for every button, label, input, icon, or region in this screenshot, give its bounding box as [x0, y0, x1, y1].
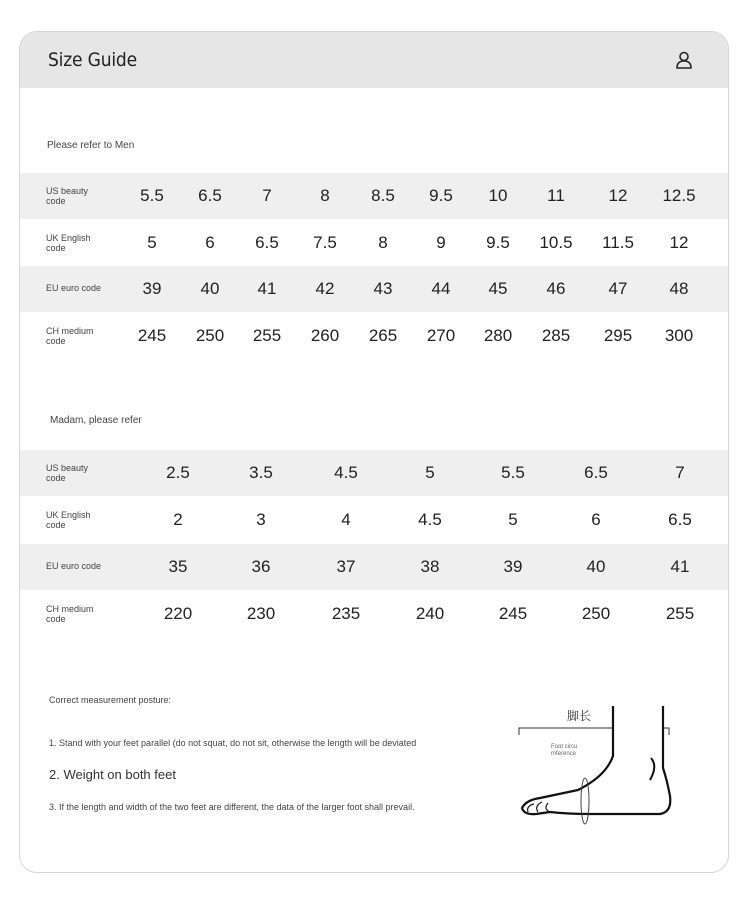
size-row — [20, 497, 728, 543]
size-row-label: EU euro code — [46, 561, 102, 571]
size-cell: 9.5 — [429, 186, 453, 205]
size-row — [20, 220, 728, 266]
size-cell: 250 — [195, 326, 225, 345]
measurement-step-1: 1. Stand with your feet parallel (do not squat, do not sit, otherwise the length will be deviated — [49, 738, 417, 748]
size-cell: 37 — [336, 557, 356, 576]
size-row — [20, 313, 728, 359]
size-cell: 4 — [341, 510, 351, 529]
size-row — [20, 450, 728, 496]
size-cell: 6.5 — [255, 233, 279, 252]
size-cell: 245 — [498, 604, 528, 623]
men-section-label: Please refer to Men — [47, 140, 135, 151]
size-cell: 42 — [315, 279, 335, 298]
size-cell: 9 — [436, 233, 446, 252]
size-cell: 47 — [608, 279, 628, 298]
size-cell: 40 — [586, 557, 606, 576]
size-cell: 6.5 — [198, 186, 222, 205]
size-cell: 35 — [168, 557, 188, 576]
size-row-label: UK English code — [46, 510, 91, 530]
size-cell: 38 — [420, 557, 440, 576]
size-cell: 12 — [669, 233, 689, 252]
foot-measurement-illustration — [510, 700, 685, 825]
size-cell: 9.5 — [486, 233, 510, 252]
foot-circumference-label-line2: mference — [551, 751, 577, 757]
size-cell: 255 — [665, 604, 695, 623]
size-cell: 10.5 — [539, 233, 573, 252]
size-cell: 8 — [320, 186, 330, 205]
measurement-step-3: 3. If the length and width of the two feet are different, the data of the larger foot shall prevail. — [49, 802, 415, 812]
size-cell: 4.5 — [334, 463, 358, 482]
foot-circumference-label-line1: Foot circu — [551, 744, 578, 750]
page-title: Size Guide — [48, 49, 137, 71]
women-section-label: Madam, please refer — [50, 415, 142, 426]
size-cell: 250 — [581, 604, 611, 623]
size-cell: 12 — [608, 186, 628, 205]
size-cell: 2.5 — [166, 463, 190, 482]
size-cell: 6 — [205, 233, 215, 252]
user-icon[interactable] — [674, 50, 694, 70]
size-cell: 230 — [246, 604, 276, 623]
size-row-label: UK English code — [46, 233, 91, 253]
size-cell: 245 — [137, 326, 167, 345]
measurement-step-2: 2. Weight on both feet — [49, 767, 176, 782]
size-cell: 5.5 — [140, 186, 164, 205]
size-row-label: EU euro code — [46, 283, 102, 293]
size-cell: 4.5 — [418, 510, 442, 529]
size-cell: 300 — [664, 326, 694, 345]
size-cell: 3 — [256, 510, 266, 529]
size-cell: 8 — [378, 233, 388, 252]
size-cell: 45 — [488, 279, 508, 298]
size-cell: 5 — [508, 510, 518, 529]
size-cell: 6.5 — [584, 463, 608, 482]
size-cell: 41 — [670, 557, 690, 576]
size-cell: 280 — [483, 326, 513, 345]
measurement-heading: Correct measurement posture: — [49, 695, 172, 705]
size-row — [20, 591, 728, 637]
size-guide-card — [19, 31, 729, 873]
size-cell: 39 — [503, 557, 523, 576]
size-cell: 40 — [200, 279, 220, 298]
size-cell: 240 — [415, 604, 445, 623]
size-cell: 260 — [310, 326, 340, 345]
size-cell: 265 — [368, 326, 398, 345]
size-cell: 41 — [257, 279, 277, 298]
size-cell: 7 — [675, 463, 685, 482]
size-row — [20, 544, 728, 590]
size-cell: 3.5 — [249, 463, 273, 482]
size-cell: 10 — [488, 186, 508, 205]
size-cell: 285 — [541, 326, 571, 345]
size-row-label: US beauty code — [46, 186, 89, 206]
size-row-label: CH medium code — [46, 604, 94, 624]
size-row-label: US beauty code — [46, 463, 89, 483]
size-row-label: CH medium code — [46, 326, 94, 346]
size-cell: 44 — [431, 279, 451, 298]
size-cell: 43 — [373, 279, 393, 298]
size-cell: 7 — [262, 186, 272, 205]
size-cell: 6 — [591, 510, 601, 529]
foot-length-label: 脚长 — [567, 709, 592, 723]
size-cell: 220 — [163, 604, 193, 623]
size-cell: 2 — [173, 510, 183, 529]
size-cell: 11 — [547, 186, 565, 205]
size-cell: 270 — [426, 326, 456, 345]
size-cell: 235 — [331, 604, 361, 623]
size-cell: 8.5 — [371, 186, 395, 205]
size-row — [20, 266, 728, 312]
size-cell: 7.5 — [313, 233, 337, 252]
size-cell: 11.5 — [602, 233, 634, 252]
size-cell: 46 — [546, 279, 566, 298]
size-cell: 36 — [251, 557, 271, 576]
size-cell: 5 — [425, 463, 435, 482]
size-cell: 5.5 — [501, 463, 525, 482]
size-cell: 295 — [603, 326, 633, 345]
header-bar — [20, 32, 728, 88]
size-row — [20, 173, 728, 219]
size-cell: 48 — [669, 279, 689, 298]
size-cell: 12.5 — [662, 186, 696, 205]
size-cell: 6.5 — [668, 510, 692, 529]
size-cell: 39 — [142, 279, 162, 298]
size-cell: 5 — [147, 233, 157, 252]
size-cell: 255 — [252, 326, 282, 345]
